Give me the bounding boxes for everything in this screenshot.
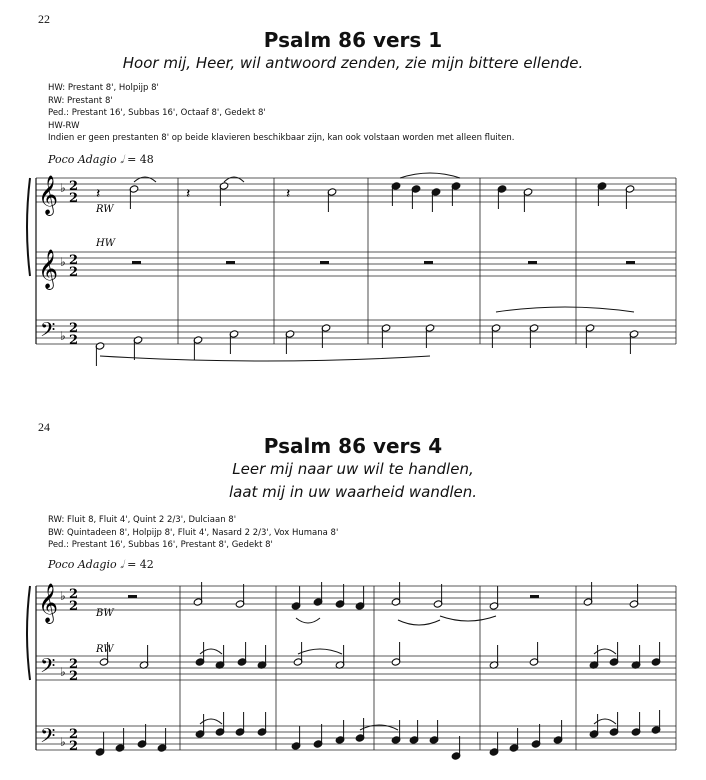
time-signature-top: 2 <box>69 727 79 742</box>
bass-clef-icon: 𝄢 <box>40 318 56 346</box>
flat-icon: ♭ <box>60 181 66 195</box>
flat-icon: ♭ <box>60 589 66 603</box>
registration-line: HW: Prestant 8', Holpijp 8' <box>48 83 159 93</box>
tempo-text: Poco Adagio <box>48 558 117 571</box>
half-rest <box>626 261 635 264</box>
half-rest <box>530 595 539 598</box>
time-signature-top: 2 <box>69 253 79 268</box>
time-signature-bottom: 2 <box>69 333 79 348</box>
tempo-marking <box>48 153 154 167</box>
slur <box>440 616 496 621</box>
page-number: 22 <box>38 12 50 26</box>
registration-line: RW: Fluit 8, Fluit 4', Quint 2 2/3', Dulciaan 8' <box>48 515 237 525</box>
staff-brace <box>27 586 30 680</box>
time-signature-top: 2 <box>69 657 79 672</box>
quarter-rest-icon: 𝄽 <box>286 186 291 202</box>
half-rest <box>320 261 329 264</box>
tempo-text: Poco Adagio <box>48 153 117 166</box>
registration-block <box>48 82 514 145</box>
registration-line: RW: Prestant 8' <box>48 95 113 106</box>
tempo-value: = 42 <box>127 558 154 571</box>
manual-label-upper: BW <box>96 608 114 619</box>
flat-icon: ♭ <box>60 665 66 679</box>
registration-block <box>48 514 338 552</box>
tempo-value: = 48 <box>127 153 154 166</box>
music-score-system <box>0 168 706 368</box>
slur <box>100 356 430 361</box>
slur <box>296 618 320 623</box>
time-signature-top: 2 <box>69 587 79 602</box>
half-rest <box>128 595 137 598</box>
time-signature-bottom: 2 <box>69 739 79 754</box>
quarter-rest-icon: 𝄽 <box>186 186 191 202</box>
slur <box>398 620 440 625</box>
time-signature-bottom: 2 <box>69 599 79 614</box>
time-signature-bottom: 2 <box>69 191 79 206</box>
registration-line: Ped.: Prestant 16', Subbas 16', Octaaf 8', Gedekt 8' <box>48 108 266 118</box>
piece-subtitle: Hoor mij, Heer, wil antwoord zenden, zie mijn bittere ellende. <box>122 54 584 72</box>
registration-line: BW: Quintadeen 8', Holpijp 8', Fluit 4', Nasard 2 2/3', Vox Humana 8' <box>48 527 339 538</box>
quarter-rest-icon: 𝄽 <box>96 186 101 202</box>
flat-icon: ♭ <box>60 255 66 269</box>
piece-title: Psalm 86 vers 4 <box>263 434 443 458</box>
registration-line: Indien er geen prestanten 8' op beide klavieren beschikbaar zijn, kan ook volstaan worden met alleen fluiten. <box>48 133 515 143</box>
half-note-icon: 𝅗𝅥 <box>120 558 124 571</box>
half-rest <box>424 261 433 264</box>
slur <box>298 649 342 654</box>
half-rest <box>226 261 235 264</box>
time-signature-top: 2 <box>69 321 79 336</box>
tempo-marking <box>48 558 154 572</box>
time-signature-top: 2 <box>69 179 79 194</box>
manual-label-lower: HW <box>96 238 115 249</box>
flat-icon: ♭ <box>60 735 66 749</box>
piece-subtitle-line: Leer mij naar uw wil te handlen, <box>232 460 474 478</box>
treble-clef-icon: 𝄞 <box>38 175 59 215</box>
time-signature-bottom: 2 <box>69 265 79 280</box>
page-number: 24 <box>38 420 50 434</box>
registration-line: Ped.: Prestant 16', Subbas 16', Prestant 8', Gedekt 8' <box>48 540 273 550</box>
staff-brace <box>27 178 30 276</box>
treble-clef-icon: 𝄞 <box>38 249 59 289</box>
manual-label-lower: RW <box>96 644 114 655</box>
music-score-system <box>0 576 706 776</box>
slur <box>400 173 460 178</box>
treble-clef-icon: 𝄞 <box>38 583 59 623</box>
registration-line: HW-RW <box>48 120 80 131</box>
bass-clef-icon: 𝄢 <box>40 654 56 682</box>
piece-subtitle-line: laat mij in uw waarheid wandlen. <box>228 483 478 501</box>
bass-clef-icon: 𝄢 <box>40 724 56 752</box>
time-signature-bottom: 2 <box>69 669 79 684</box>
slur <box>496 307 634 312</box>
half-rest <box>132 261 141 264</box>
flat-icon: ♭ <box>60 329 66 343</box>
half-rest <box>528 261 537 264</box>
half-note-icon: 𝅗𝅥 <box>120 153 124 166</box>
piece-title: Psalm 86 vers 1 <box>263 28 443 52</box>
manual-label-upper: RW <box>96 204 114 215</box>
